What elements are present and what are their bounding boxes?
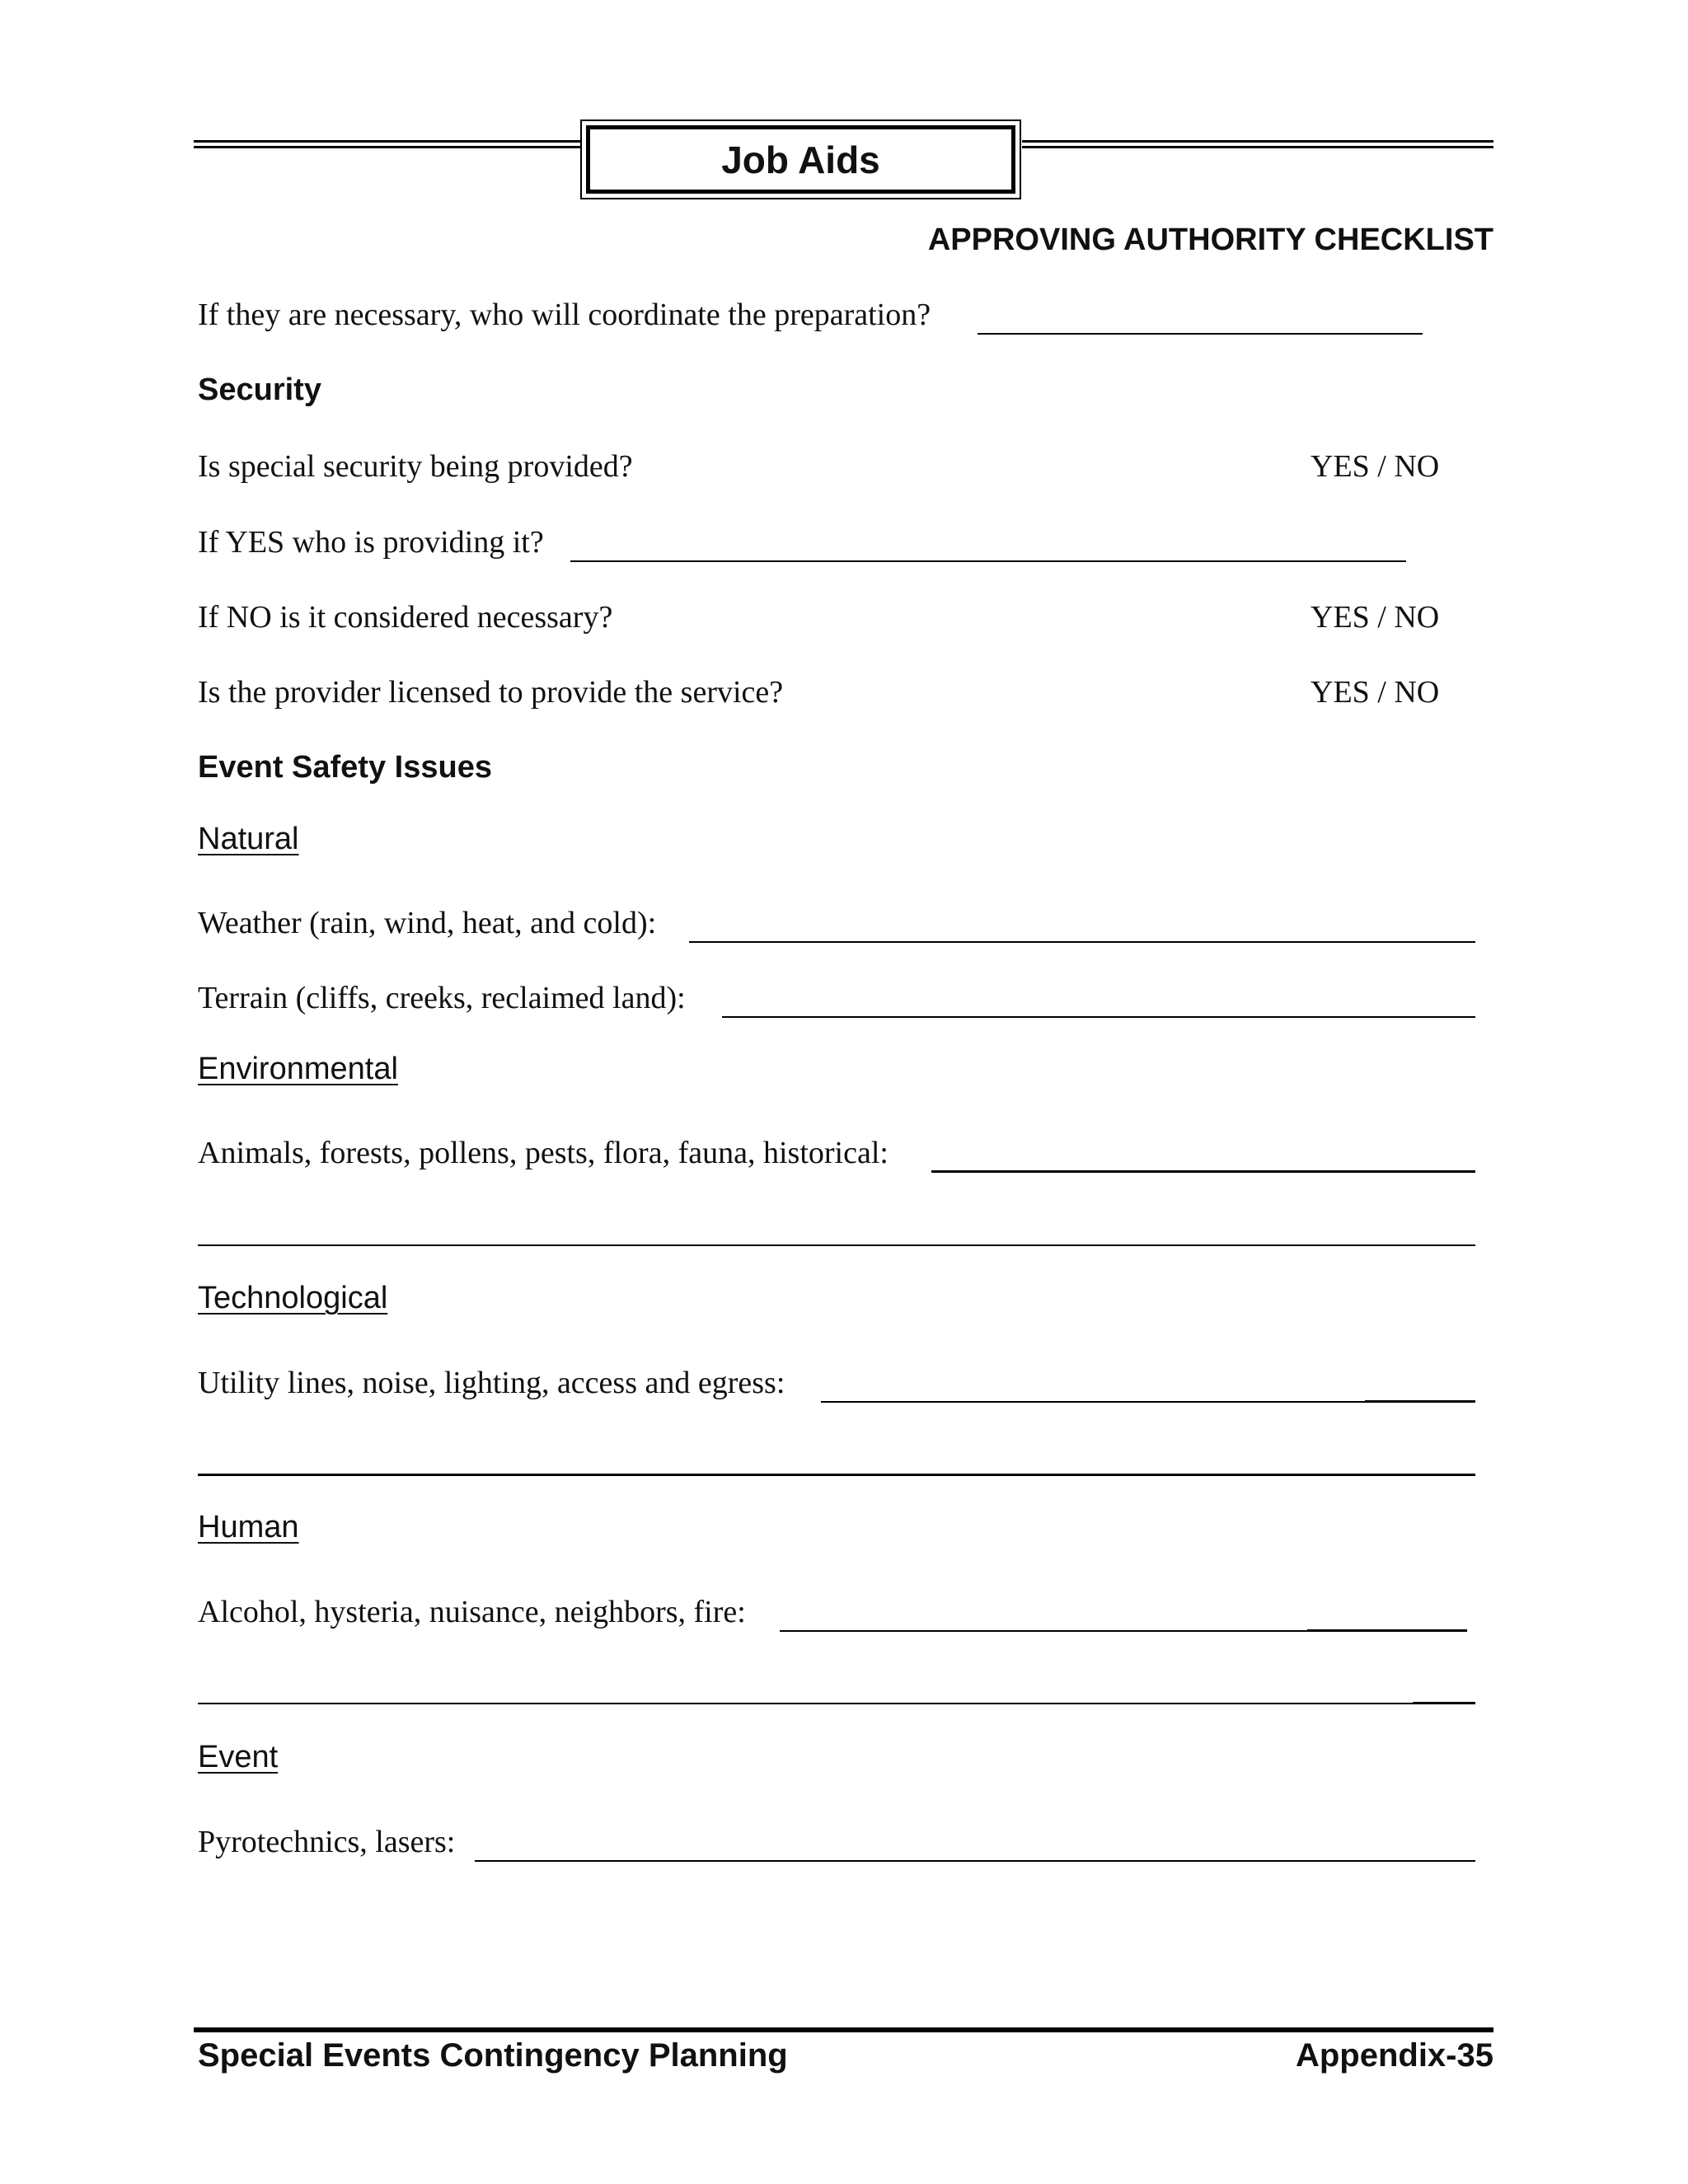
header-title-box — [580, 120, 1021, 199]
page-title: Job Aids — [721, 138, 880, 181]
human-heading: Human — [198, 1510, 299, 1544]
page-number: Appendix-35 — [1295, 2037, 1493, 2074]
technological-heading: Technological — [198, 1281, 388, 1315]
utility-answer-line-2[interactable] — [198, 1474, 1475, 1476]
security-answer-1[interactable]: YES / NO — [1311, 449, 1440, 484]
security-answer-3[interactable]: YES / NO — [1311, 600, 1440, 635]
animals-answer-line-2[interactable] — [198, 1244, 1475, 1246]
security-question-1: Is special security being provided? — [198, 449, 633, 484]
utility-answer-line-end[interactable] — [1365, 1400, 1475, 1403]
security-provider-line[interactable] — [570, 560, 1406, 562]
alcohol-question: Alcohol, hysteria, nuisance, neighbors, fire: — [198, 1595, 746, 1629]
security-question-4: Is the provider licensed to provide the service? — [198, 675, 784, 710]
safety-heading: Event Safety Issues — [198, 750, 492, 785]
alcohol-answer-line-2[interactable] — [198, 1703, 1413, 1704]
terrain-question: Terrain (cliffs, creeks, reclaimed land): — [198, 981, 686, 1015]
footer-title: Special Events Contingency Planning — [198, 2037, 788, 2074]
natural-heading: Natural — [198, 822, 299, 856]
pyro-question: Pyrotechnics, lasers: — [198, 1825, 456, 1859]
event-heading: Event — [198, 1740, 279, 1774]
alcohol-answer-line-2-end[interactable] — [1413, 1702, 1475, 1704]
alcohol-answer-line-end[interactable] — [1307, 1629, 1467, 1632]
coordinate-question: If they are necessary, who will coordinate the preparation? — [198, 298, 931, 332]
utility-question: Utility lines, noise, lighting, access and egress: — [198, 1366, 785, 1400]
weather-answer-line[interactable] — [689, 941, 1475, 943]
header-rule-left — [194, 140, 581, 148]
animals-question: Animals, forests, pollens, pests, flora, fauna, historical: — [198, 1136, 889, 1170]
animals-answer-line[interactable] — [931, 1170, 1475, 1173]
header-rule-right — [1022, 140, 1493, 148]
weather-question: Weather (rain, wind, heat, and cold): — [198, 906, 657, 940]
security-question-2: If YES who is providing it? — [198, 525, 544, 560]
footer-rule — [194, 2027, 1493, 2032]
security-question-3: If NO is it considered necessary? — [198, 600, 613, 635]
terrain-answer-line[interactable] — [722, 1016, 1475, 1018]
checklist-title: APPROVING AUTHORITY CHECKLIST — [927, 223, 1493, 257]
security-answer-4[interactable]: YES / NO — [1311, 675, 1440, 710]
coordinate-answer-line[interactable] — [978, 333, 1423, 335]
environmental-heading: Environmental — [198, 1052, 398, 1086]
alcohol-answer-line[interactable] — [780, 1630, 1307, 1632]
security-heading: Security — [198, 373, 321, 407]
pyro-answer-line[interactable] — [475, 1860, 1475, 1862]
utility-answer-line[interactable] — [821, 1401, 1365, 1403]
